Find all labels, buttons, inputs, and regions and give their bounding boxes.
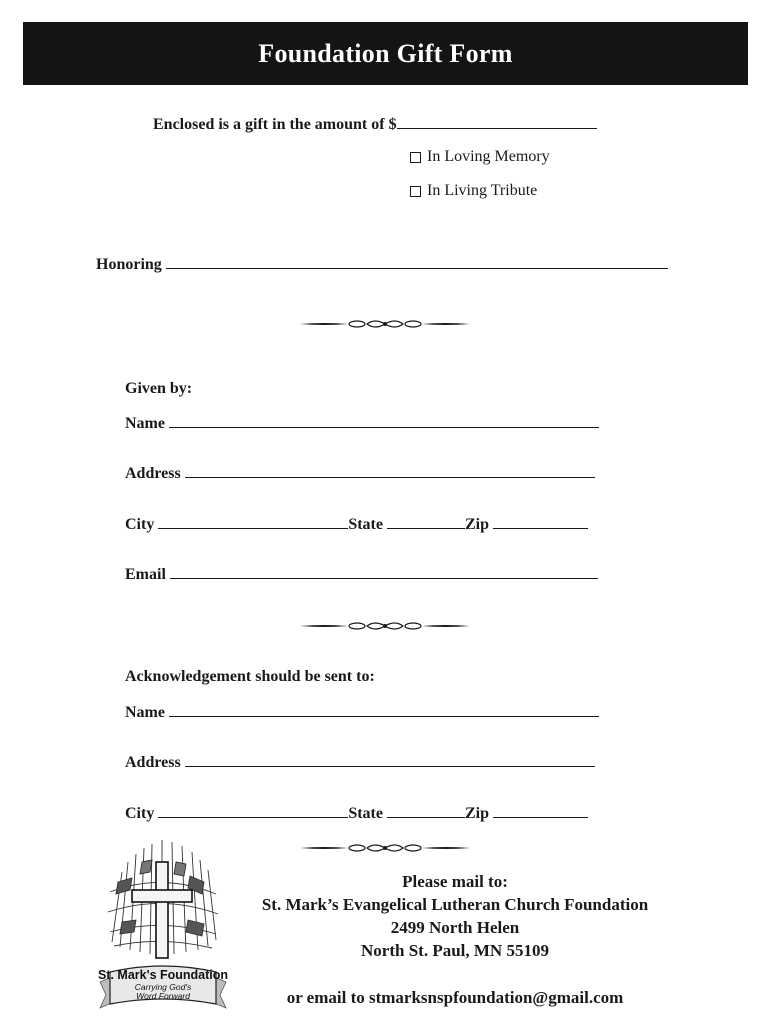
gift-amount-field[interactable] <box>397 114 597 129</box>
name-label: Name <box>125 704 165 721</box>
mail-city: North St. Paul, MN 55109 <box>361 941 549 960</box>
city-label: City <box>125 805 155 822</box>
mail-heading: Please mail to: <box>402 872 508 891</box>
given-by-city-field[interactable] <box>158 514 348 529</box>
gift-amount-label: Enclosed is a gift in the amount of $ <box>153 116 397 133</box>
ack-address-row <box>125 752 595 772</box>
option-in-loving-memory[interactable] <box>410 148 550 166</box>
name-label: Name <box>125 415 165 432</box>
checkbox-icon[interactable] <box>410 186 421 197</box>
ack-name-field[interactable] <box>169 702 599 717</box>
state-label: State <box>348 516 383 533</box>
ornament-divider-icon <box>300 318 470 330</box>
ornament-divider-icon <box>300 842 470 854</box>
given-by-email-row <box>125 564 598 584</box>
checkbox-icon[interactable] <box>410 152 421 163</box>
given-by-zip-field[interactable] <box>493 514 588 529</box>
email-label: Email <box>125 566 166 583</box>
honoring-row <box>96 254 668 274</box>
mail-org: St. Mark’s Evangelical Lutheran Church Foundation <box>261 895 649 914</box>
mail-email-line[interactable]: or email to stmarksnspfoundation@gmail.com <box>286 988 624 1007</box>
given-by-city-row <box>125 514 588 534</box>
honoring-field[interactable] <box>166 254 668 269</box>
zip-label: Zip <box>464 516 489 533</box>
mail-street: 2499 North Helen <box>390 918 520 937</box>
given-by-email-field[interactable] <box>170 564 598 579</box>
state-label: State <box>348 805 383 822</box>
ack-state-field[interactable] <box>387 803 465 818</box>
logo-tagline-1: Carrying God's <box>134 982 192 992</box>
given-by-heading: Given by: <box>125 380 193 397</box>
logo-name: St. Mark's Foundation <box>97 968 229 982</box>
given-by-state-field[interactable] <box>387 514 465 529</box>
ack-zip-field[interactable] <box>493 803 588 818</box>
ack-name-row <box>125 702 599 722</box>
address-label: Address <box>125 465 181 482</box>
st-marks-foundation-logo <box>92 832 234 1012</box>
gift-amount-row <box>153 114 597 134</box>
zip-label: Zip <box>464 805 489 822</box>
mail-block <box>215 870 695 962</box>
ack-city-field[interactable] <box>158 803 348 818</box>
honoring-label: Honoring <box>96 256 162 273</box>
logo-tagline-2: Word Forward <box>136 991 190 1001</box>
given-by-address-row <box>125 463 595 483</box>
acknowledgement-heading: Acknowledgement should be sent to: <box>125 668 375 685</box>
option-label: In Loving Memory <box>427 148 550 165</box>
address-label: Address <box>125 754 181 771</box>
given-by-name-row <box>125 413 599 433</box>
city-label: City <box>125 516 155 533</box>
title-banner <box>23 22 748 85</box>
option-label: In Living Tribute <box>427 182 538 199</box>
option-in-living-tribute[interactable] <box>410 182 537 200</box>
ornament-divider-icon <box>300 620 470 632</box>
ack-city-row <box>125 803 588 823</box>
form-title: Foundation Gift Form <box>258 38 513 68</box>
given-by-name-field[interactable] <box>169 413 599 428</box>
given-by-address-field[interactable] <box>185 463 595 478</box>
ack-address-field[interactable] <box>185 752 595 767</box>
